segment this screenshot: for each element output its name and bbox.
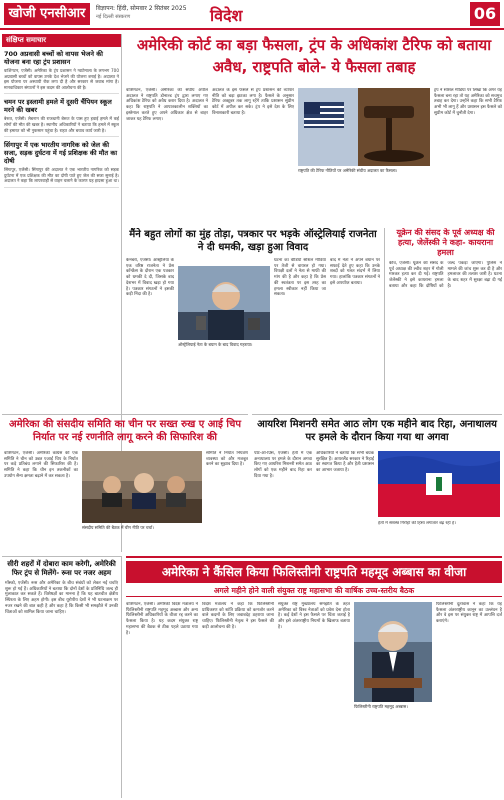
headline-band bbox=[126, 561, 502, 583]
brief-body: सिंगापुर, एजेंसी। सिंगापुर की अदालत ने एक भारतीय नागरिक को सड़क दुर्घटना में एक प्रशिक्षक की मौत का दोषी पाते हुए जेल की सजा सुनाई है। अदालत ने कहा कि लापरवाही से वाहन चलाने के कारण यह हादसा हुआ था। bbox=[4, 167, 119, 184]
haiti-flag-photo bbox=[378, 451, 500, 517]
photo-caption: फिलिस्तीनी राष्ट्रपति महमूद अब्बास। bbox=[354, 704, 408, 709]
story-headline[interactable]: सीरी शहरों में दोबारा काम करेगी, अमेरिकी फिर ट्रंप से मिलेंगे- रूस पर नजर अहम bbox=[7, 560, 116, 577]
story-body-column: वाशिंगटन, एजेंसी। अमेरिका की संघीय अपील अदालत ने राष्ट्रपति डोनाल्ड ट्रंप द्वारा लगाए गए अधिकांश टैरिफ को अवैध करार दिया है। अदालत ने कहा कि राष्ट्रपति ने आपातकालीन शक्तियों का इस्तेमाल करते हुए अपने अधिकार क्षेत्र से बाहर जाकर यह टैरिफ लगाए। bbox=[126, 88, 208, 122]
brief-title: 700 अप्रवासी बच्चों को वापस भेजने की योजना बना रहा ट्रंप प्रशासन bbox=[4, 50, 103, 66]
story-body-column: वाशिंगटन, एजेंसी। अमेरिकी विदेश मंत्रालय ने फिलिस्तीनी राष्ट्रपति महमूद अब्बास और अन्य फिलिस्तीनी अधिकारियों के वीजा रद्द करने का फैसला किया है। यह कदम संयुक्त राष्ट्र महासभा की बैठक से ठीक पहले उठाया गया है। bbox=[126, 602, 198, 636]
brief-item[interactable] bbox=[4, 98, 119, 137]
story-body-column: विदेश मंत्रालय ने कहा कि फिलिस्तीनी प्राधिकरण को शांति प्रक्रिया को कमजोर करने वाले कदमों के लिए जवाबदेह ठहराया जाना चाहिए। फिलिस्तीनी नेतृत्व ने इस फैसले की कड़ी आलोचना की है। bbox=[202, 602, 274, 630]
masthead bbox=[0, 0, 504, 30]
brief-body: बेरूत, एजेंसी। लेबनान की राजधानी बेरूत के पास हुए हवाई हमले में कई लोगों की मौत की खबर है। स्थानीय अधिकारियों ने बताया कि हमले में स्कूल की इमारत को भी नुकसान पहुंचा है। राहत और बचाव कार्य जारी है। bbox=[4, 116, 119, 133]
story-body: कीव, एजेंसी। यूक्रेन की संसद के पूर्व अध्यक्ष की ल्वीव शहर में गोली मारकर हत्या कर दी गई। राष्ट्रपति जेलेंस्की ने इसे कायराना हमला बताया और कहा कि दोषियों को जल्द पकड़ा जाएगा। पुलिस ने मामले की जांच शुरू कर दी है और हमलावर की तलाश जारी है। घटना के बाद शहर में सुरक्षा बढ़ा दी गई है। bbox=[389, 261, 502, 289]
newspaper-logo: खोजी एनसीआर bbox=[4, 3, 90, 25]
edition-label: नई दिल्ली संस्करण bbox=[96, 14, 131, 20]
photo-caption: ऑस्ट्रेलियाई नेता के बयान के बाद विवाद गहराया। bbox=[178, 342, 253, 347]
story-australia[interactable] bbox=[126, 228, 380, 410]
story-headline[interactable]: अमेरिका ने कैंसिल किया फिलिस्तीनी राष्ट्रपति महमूद अब्बास का वीजा bbox=[161, 565, 467, 579]
lead-headline[interactable]: अमेरिकी कोर्ट का बड़ा फैसला, ट्रंप के अधिकांश टैरिफ को बताया अवैध, राष्ट्रपति बोले- ये फैसला तबाह bbox=[136, 36, 492, 76]
story-russia[interactable] bbox=[2, 556, 122, 798]
story-body-column: बाद में नेता ने अपने बयान पर सफाई देते हुए कहा कि उनके शब्दों को गलत संदर्भ में लिया गया। हालांकि पत्रकार संगठनों ने इसे अपर्याप्त बताया। bbox=[330, 258, 380, 286]
page-number: 06 bbox=[470, 2, 500, 26]
gavel-photo bbox=[298, 88, 430, 166]
story-body-column: ट्रंप ने सोशल मीडिया पर लिखा कि अगर यह फैसला बना रहा तो यह अमेरिका को सचमुच तबाह कर देगा। उन्होंने कहा कि सभी टैरिफ अभी भी लागू हैं और प्रशासन इस फैसले को सुप्रीम कोर्ट में चुनौती देगा। bbox=[434, 88, 502, 116]
story-body-column: संयुक्त राष्ट्र मुख्यालय समझौते के तहत अमेरिका को विश्व नेताओं को प्रवेश देना होता है। कई देशों ने इस फैसले पर चिंता जताई है और इसे अंतरराष्ट्रीय नियमों के खिलाफ बताया है। bbox=[278, 602, 350, 630]
story-haiti[interactable] bbox=[252, 414, 502, 552]
story-body: मॉस्को, एजेंसी। रूस और अमेरिका के बीच संबंधों को लेकर नई चर्चाएं शुरू हो गई हैं। अधिकारियों ने बताया कि दोनों देशों के प्रतिनिधि जल्द ही मुलाकात कर सकते हैं। विशेषज्ञों का मानना है कि यह बातचीत क्षेत्रीय स्थिरता के लिए अहम होगी। इस बीच यूरोपीय देशों ने भी घटनाक्रम पर नजर रखने की बात कही है और कहा है कि किसी भी समझौते में उनकी चिंताओं को शामिल किया जाना चाहिए। bbox=[5, 581, 118, 615]
section-title: विदेश bbox=[210, 6, 243, 25]
brief-item[interactable] bbox=[4, 50, 119, 94]
dateline: विज्ञापन: हिंदी, सोमवार 2 सितंबर 2025 bbox=[96, 5, 187, 12]
story-body-column: कैनबरा, एजेंसी। ऑस्ट्रेलिया के एक वरिष्ठ राजनेता ने प्रेस कॉन्फ्रेंस के दौरान एक पत्रकार को धमकी दे दी, जिसके बाद देशभर में विवाद खड़ा हो गया है। पत्रकार संगठनों ने इसकी कड़ी निंदा की है। bbox=[126, 258, 174, 298]
story-headline[interactable]: अमेरिका की संसदीय समिति का चीन पर सख्त रुख ए आई चिप निर्यात पर नई रणनीति लागू करने की सिफारिश की bbox=[9, 419, 241, 443]
brief-title: चमन पर इस्लामी हमले में दूसरी चैंपियन स्कूल मरने की खबर bbox=[4, 98, 112, 115]
brief-title: सिंगापुर में एक भारतीय नागरिक को जेल की सजा, सड़क दुर्घटना में गई प्रशिक्षक की मौत का दोषी bbox=[4, 141, 118, 166]
story-headline[interactable]: आयरिश मिशनरी समेत आठ लोग एक महीने बाद रिहा, अनाथालय पर हमले के दौरान किया गया था अगवा bbox=[257, 419, 497, 443]
story-headline[interactable]: मैंने बहुत लोगों का मुंह तोड़ा, पत्रकार पर भड़के ऑस्ट्रेलियाई राजनेता ने दी धमकी, खड़ा हुआ विवाद bbox=[129, 229, 377, 253]
story-ukraine[interactable] bbox=[384, 228, 502, 410]
story-body-column: फिलिस्तीनी दूतावास ने कहा कि यह फैसला अंतरराष्ट्रीय कानून का उल्लंघन है और वे इस पर संयुक्त राष्ट्र में आपत्ति दर्ज कराएंगे। bbox=[436, 602, 502, 625]
politician-photo bbox=[178, 266, 270, 340]
abbas-photo bbox=[354, 602, 432, 702]
story-china-chips[interactable] bbox=[2, 414, 248, 552]
committee-meeting-photo bbox=[82, 451, 202, 523]
story-body-column: हैती में सशस्त्र गिरोहों की हिंसा लगातार बढ़ रही है। bbox=[378, 521, 456, 526]
story-subheadline: अगले महीने होने वाली संयुक्त राष्ट्र महासभा की वार्षिक उच्च-स्तरीय बैठक bbox=[126, 585, 502, 597]
brief-item[interactable] bbox=[4, 141, 119, 188]
story-body-column: अधिकारियों ने बताया कि सभी बंधक सुरक्षित हैं। आयरलैंड सरकार ने रिहाई का स्वागत किया है और हैती प्रशासन का आभार जताया है। bbox=[316, 451, 374, 474]
story-body-column: पोर्ट-ओ-प्रिंस, एजेंसी। हैती में एक अनाथालय पर हमले के दौरान अगवा किए गए आयरिश मिशनरी समेत आठ लोगों को एक महीने बाद रिहा कर दिया गया है। bbox=[254, 451, 312, 479]
story-body-column: घटना का वीडियो सोशल मीडिया पर तेजी से वायरल हो गया। विपक्षी दलों ने नेता से माफी की मांग की है और कहा है कि प्रेस की स्वतंत्रता पर इस तरह का हमला स्वीकार नहीं किया जा सकता। bbox=[274, 258, 326, 298]
story-body-column: वाशिंगटन, एजेंसी। अमेरिकी कांग्रेस की एक समिति ने चीन को उन्नत एआई चिप के निर्यात पर कड़े प्रतिबंध लगाने की सिफारिश की है। समिति ने कहा कि चीन इन तकनीकों का उपयोग सैन्य क्षमता बढ़ाने में कर सकता है। bbox=[4, 451, 78, 479]
brief-body: वाशिंगटन, एजेंसी। अमेरिका के ट्रंप प्रशासन ने ग्वाटेमाला के लगभग 700 अप्रवासी बच्चों को वापस उनके देश भेजने की योजना बनाई है। अदालत ने इस योजना पर अस्थायी रोक लगा दी है और सरकार से जवाब मांगा है। मानवाधिकार संगठनों ने इस कदम की आलोचना की है। bbox=[4, 68, 119, 90]
story-body-column: अदालत के इस फैसले से ट्रंप प्रशासन की व्यापार नीति को बड़ा झटका लगा है। फैसले के अनुसार टैरिफ अक्टूबर तक लागू रहेंगे ताकि प्रशासन सुप्रीम कोर्ट में अपील कर सके। ट्रंप ने इसे देश के लिए विनाशकारी बताया है। bbox=[212, 88, 294, 116]
brief-heading: संक्षिप्त समाचार bbox=[2, 34, 121, 47]
lead-story-tariff[interactable] bbox=[126, 34, 502, 224]
story-abbas-visa[interactable] bbox=[126, 556, 502, 798]
story-body-column: समिति ने निर्यात नियंत्रण व्यवस्था को और मजबूत करने का सुझाव दिया है। bbox=[206, 451, 248, 468]
photo-caption: राष्ट्रपति की टैरिफ नीतियों पर अमेरिकी संघीय अदालत का फैसला। bbox=[298, 168, 398, 173]
story-headline[interactable]: यूक्रेन की संसद के पूर्व अध्यक्ष की हत्या, जेलेंस्की ने कहा- कायराना हमला bbox=[396, 228, 495, 257]
photo-caption: संसदीय समिति की बैठक में चीन नीति पर चर्चा। bbox=[82, 525, 154, 530]
